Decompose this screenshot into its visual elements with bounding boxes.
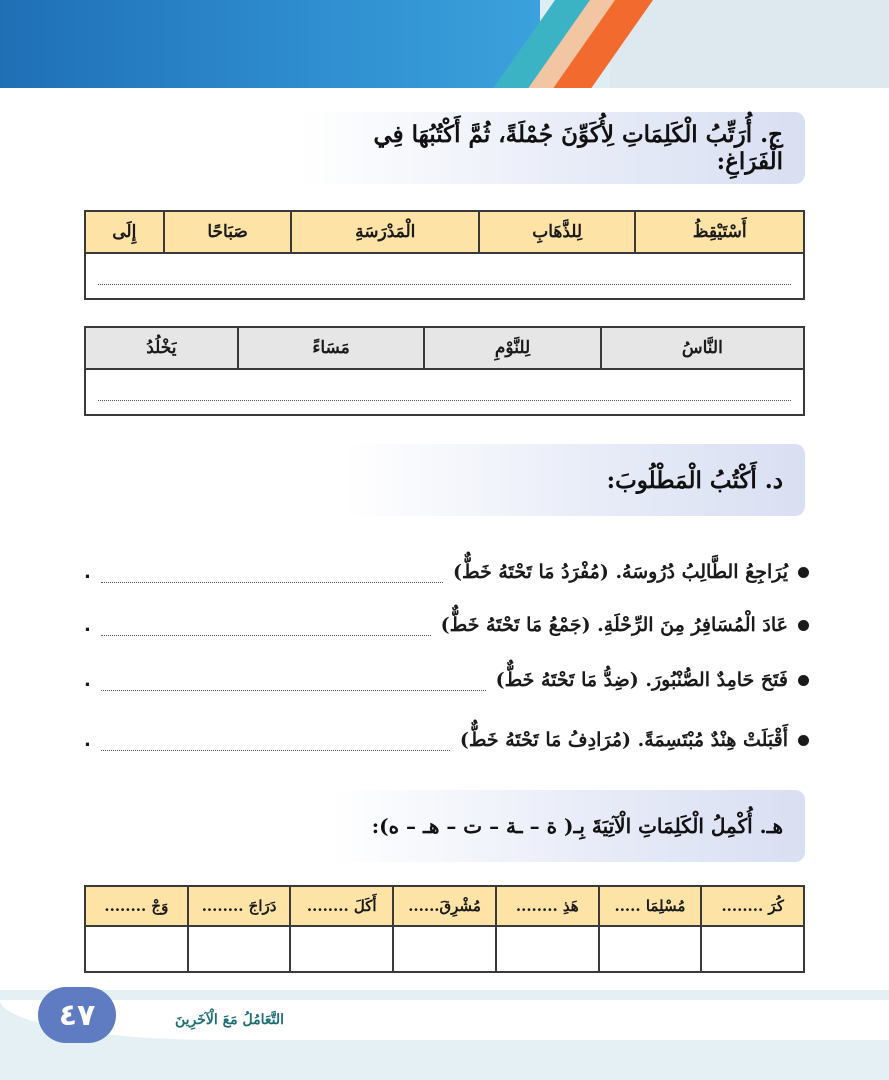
word-table-2 — [84, 326, 805, 416]
question-text: أَقْبَلَتْ هِنْدٌ مُبْتَسِمَةً. (مُرَادِفُ مَا تَحْتَهُ خَطٌّ) — [459, 729, 788, 751]
answer-cell[interactable] — [85, 926, 188, 972]
word-cell: إِلَى — [85, 211, 164, 253]
section-c-title: ج. أُرَتِّبُ الْكَلِمَاتِ لِأُكَوِّنَ جُمْلَةً، ثُمَّ أَكْتُبُهَا فِي الْفَرَاغِ: — [373, 121, 783, 175]
unit-title: التَّعَامُلُ مَعَ الْآخَرِينَ — [175, 1012, 285, 1028]
bullet-icon — [798, 735, 809, 746]
answer-field[interactable] — [101, 571, 443, 583]
bullet-icon — [798, 620, 809, 631]
answer-field[interactable] — [101, 624, 431, 636]
word-cell: لِلنَّوْمِ — [424, 327, 600, 369]
answer-cell[interactable] — [599, 926, 702, 972]
section-c-header — [300, 112, 805, 184]
answer-line-1[interactable] — [85, 253, 804, 299]
section-d-title: د. أَكْتُبُ الْمَطْلُوبَ: — [606, 466, 783, 494]
word-cell: يَخْلُدُ — [85, 327, 238, 369]
word-cell: مَسَاءً — [238, 327, 425, 369]
end-mark: . — [84, 729, 91, 751]
completion-table-header — [85, 886, 804, 926]
word-cell: صَبَاحًا — [164, 211, 292, 253]
question-text: يُرَاجِعُ الطَّالِبُ دُرُوسَهُ. (مُفْرَدُ مَا تَحْتَهُ خَطٌّ) — [453, 561, 788, 583]
answer-cell[interactable] — [496, 926, 599, 972]
question-text: فَتَحَ حَامِدٌ الصُّنْبُورَ. (ضِدُّ مَا تَحْتَهُ خَطٌّ) — [495, 669, 788, 691]
word-table-1-header — [85, 211, 804, 253]
answer-cell[interactable] — [393, 926, 496, 972]
footer-wave — [0, 1000, 889, 1040]
page-number: ٤٧ — [38, 987, 116, 1043]
answer-line-2[interactable] — [85, 369, 804, 415]
list-item — [84, 660, 809, 700]
section-h-title: هـ. أُكْمِلُ الْكَلِمَاتِ الْآتِيَةَ بِـ( ة – ـة – ت – هـ – ه): — [371, 814, 783, 838]
word-cell: لِلذَّهَابِ — [479, 211, 635, 253]
question-text: عَادَ الْمُسَافِرُ مِنَ الرِّحْلَةِ. (جَمْعُ مَا تَحْتَهُ خَطٌّ) — [440, 614, 788, 636]
answer-field[interactable] — [101, 739, 450, 751]
completion-answer-row — [85, 926, 804, 972]
incomplete-word: مُسْلِمَا ..... — [599, 886, 702, 926]
answer-cell[interactable] — [290, 926, 393, 972]
section-h-header — [330, 790, 805, 862]
end-mark: . — [84, 561, 91, 583]
word-table-2-header — [85, 327, 804, 369]
word-cell: الْمَدْرَسَةِ — [291, 211, 479, 253]
end-mark: . — [84, 669, 91, 691]
end-mark: . — [84, 614, 91, 636]
banner-blue-band — [0, 0, 540, 88]
word-cell: أَسْتَيْقِظُ — [635, 211, 804, 253]
list-item — [84, 720, 809, 760]
incomplete-word: كُرَ ........ — [701, 886, 804, 926]
incomplete-word: هَذِ ........ — [496, 886, 599, 926]
banner-pale-area — [610, 0, 889, 88]
answer-cell[interactable] — [188, 926, 291, 972]
section-d-header — [345, 444, 805, 516]
word-cell: النَّاسُ — [601, 327, 804, 369]
top-banner — [0, 0, 889, 88]
answer-field[interactable] — [101, 679, 486, 691]
incomplete-word: وَجْ ........ — [85, 886, 188, 926]
incomplete-word: أَكَلَ ........ — [290, 886, 393, 926]
list-item — [84, 605, 809, 645]
bullet-icon — [798, 675, 809, 686]
incomplete-word: دَرَاجَ ........ — [188, 886, 291, 926]
bullet-icon — [798, 567, 809, 578]
list-item — [84, 552, 809, 592]
incomplete-word: مُشْرِقَ...... — [393, 886, 496, 926]
answer-cell[interactable] — [701, 926, 804, 972]
word-table-1 — [84, 210, 805, 300]
completion-table — [84, 885, 805, 973]
